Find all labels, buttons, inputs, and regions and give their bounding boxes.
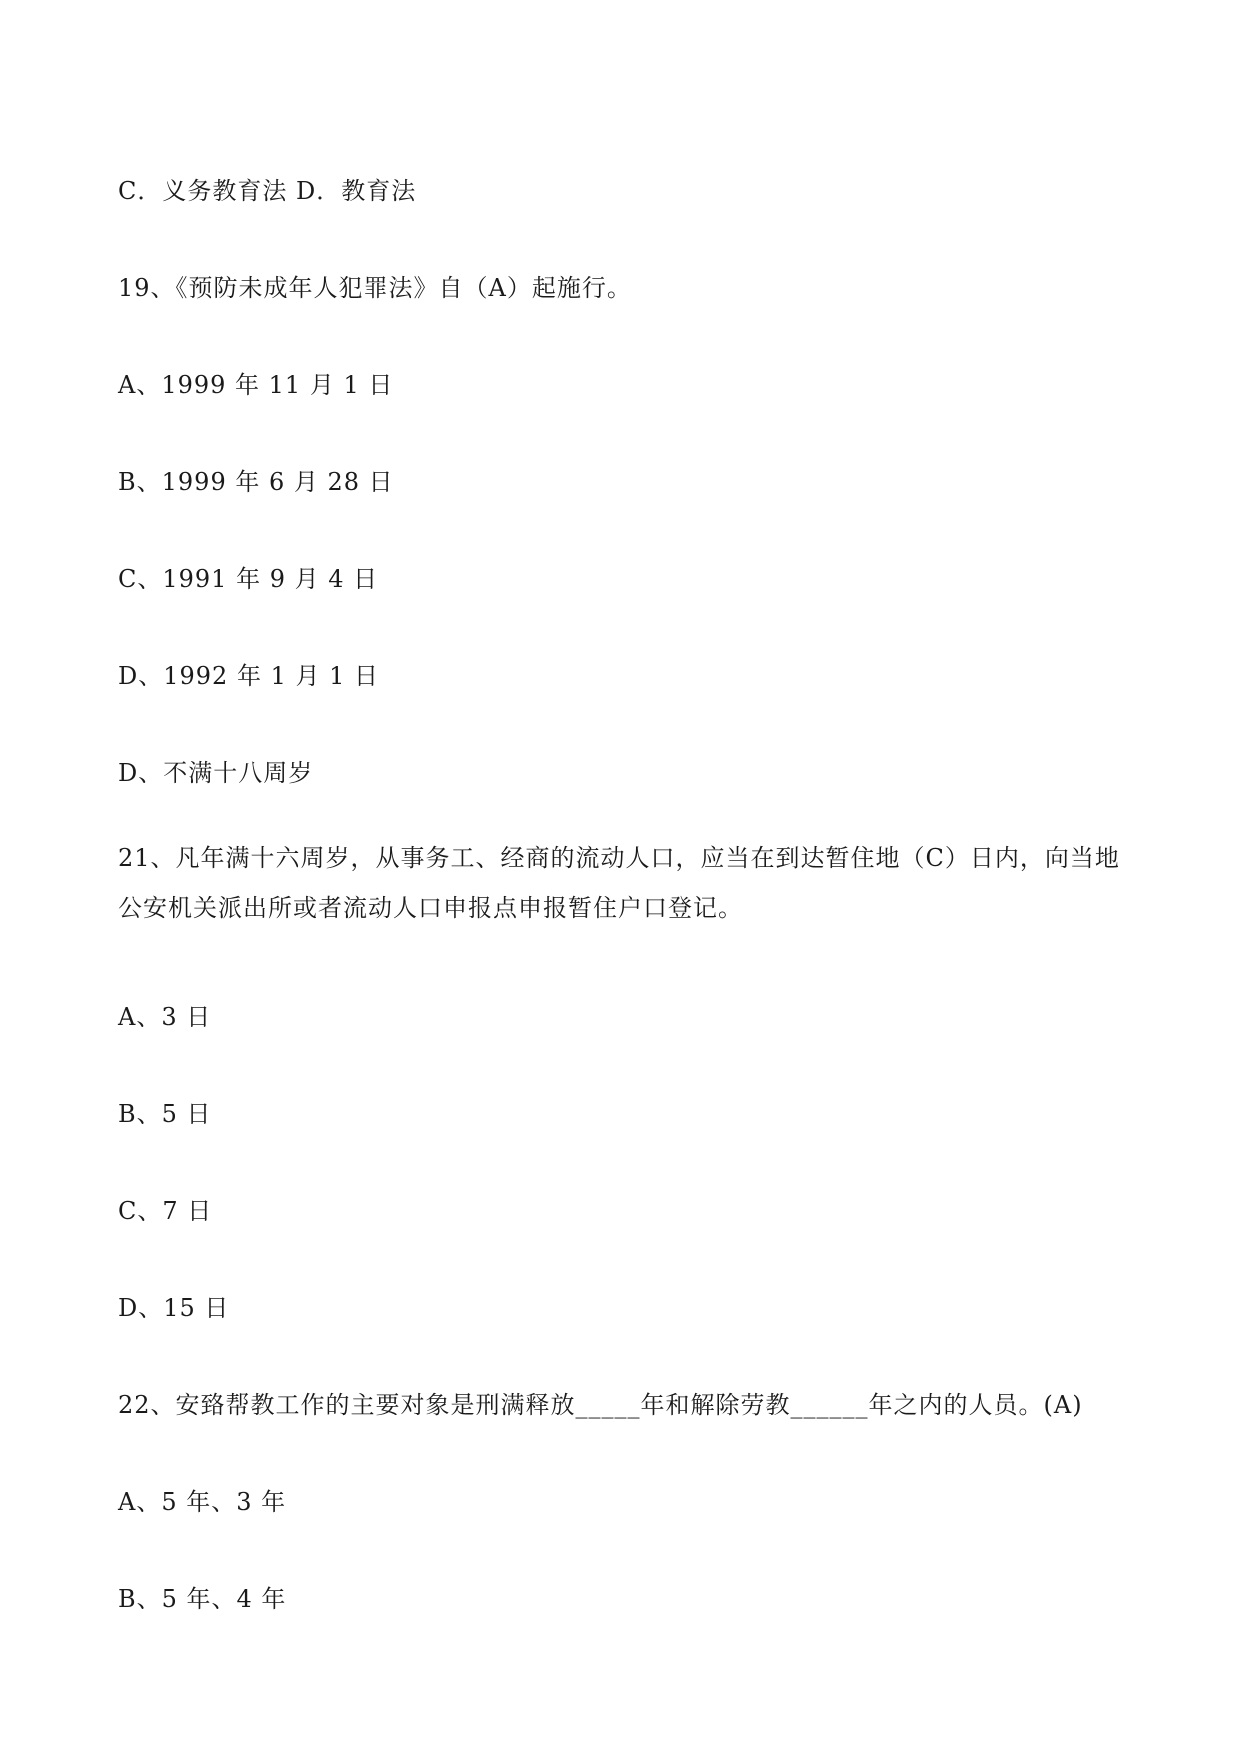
option-line: B、1999 年 6 月 28 日 xyxy=(118,468,394,496)
question-21: 21、凡年满十六周岁，从事务工、经商的流动人口，应当在到达暂住地（C）日内，向当地公安机关派出所或者流动人口申报点申报暂住户口登记。 xyxy=(118,844,1120,922)
option-line: C、7 日 xyxy=(118,1197,213,1225)
option-line: A、3 日 xyxy=(118,1003,212,1031)
option-line: B、5 日 xyxy=(118,1100,212,1128)
question-19: 19、《预防未成年人犯罪法》自（A）起施行。 xyxy=(118,274,632,302)
option-line: A、5 年、3 年 xyxy=(118,1488,287,1516)
option-line: A、1999 年 11 月 1 日 xyxy=(118,371,394,399)
option-line: B、5 年、4 年 xyxy=(118,1585,287,1613)
option-line: D、1992 年 1 月 1 日 xyxy=(118,662,380,690)
option-line: C、1991 年 9 月 4 日 xyxy=(118,565,379,593)
question-22: 22、安臵帮教工作的主要对象是刑满释放_____年和解除劳教______年之内的人员。(A) xyxy=(118,1391,1083,1419)
option-line: C．义务教育法 D．教育法 xyxy=(118,177,417,205)
option-line: D、15 日 xyxy=(118,1294,230,1322)
option-line: D、不满十八周岁 xyxy=(118,759,314,787)
